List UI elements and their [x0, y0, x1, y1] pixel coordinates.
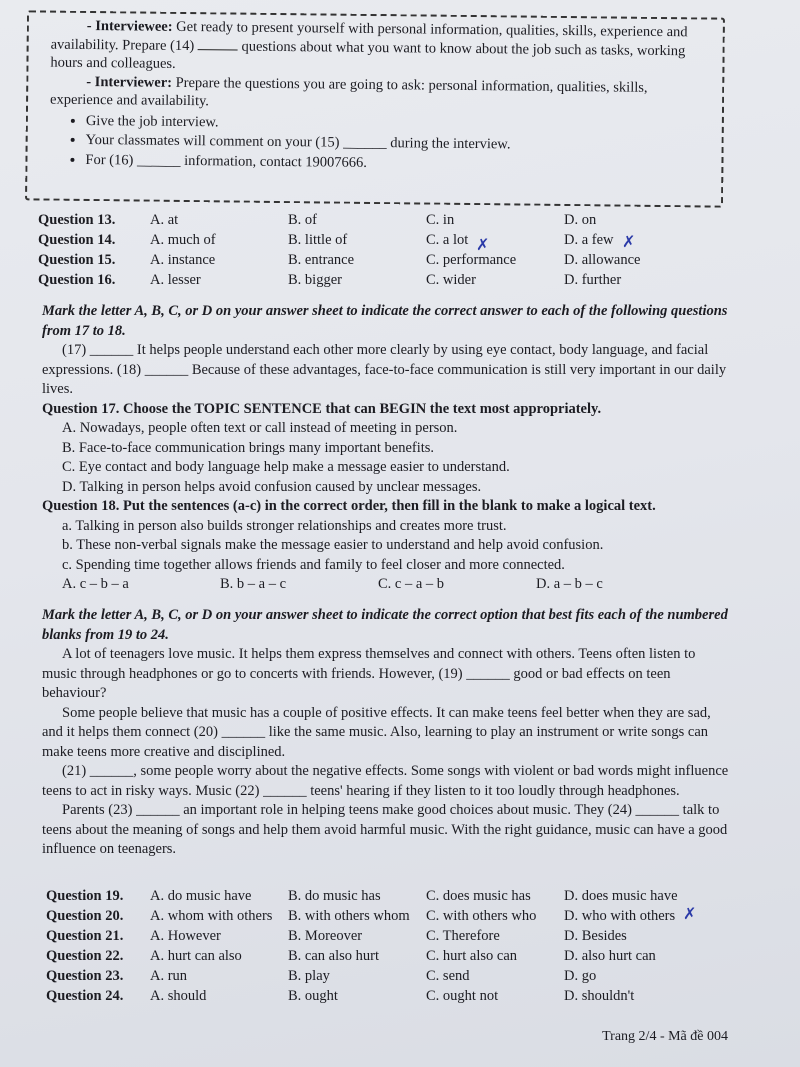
option-c: C. ought not: [426, 988, 499, 1004]
question-row: [46, 946, 736, 966]
option-b: B. with others whom: [288, 908, 410, 924]
option-b: B. b – a – c: [220, 576, 287, 592]
option-d: D. a – b – c: [536, 576, 603, 592]
sentence-c: c. Spending time together allows friends and family to feel closer and more connected.: [62, 556, 565, 573]
question-row: [46, 886, 736, 906]
question-number: Question 23.: [46, 968, 124, 984]
question-number: Question 13.: [38, 212, 116, 228]
option-a: A. c – b – a: [62, 576, 129, 592]
option-b: B. do music has: [288, 888, 381, 904]
option-c: C. with others who: [426, 908, 537, 924]
question-row: [38, 270, 728, 290]
option-b: B. little of: [288, 232, 348, 248]
option-c: C. c – a – b: [378, 576, 445, 592]
option-a: A. lesser: [150, 272, 201, 288]
option-d: D. on: [564, 212, 597, 228]
option-a: A. Nowadays, people often text or call instead of meeting in person.: [62, 420, 458, 436]
option-d: D. allowance: [564, 252, 641, 268]
option-d: D. go: [564, 968, 597, 984]
question-row: [38, 210, 728, 230]
option-a: A. should: [150, 988, 207, 1004]
interviewer-paragraph: [50, 72, 712, 116]
interviewee-label: - Interviewee:: [86, 17, 173, 35]
blank-14: [198, 37, 238, 50]
interview-bullets: [49, 111, 712, 175]
question-row: [46, 966, 736, 986]
option-c: C. does music has: [426, 888, 531, 904]
question-17-stem: Question 17. Choose the TOPIC SENTENCE that can BEGIN the text most appropriately.: [42, 400, 602, 417]
option-d: D. further: [564, 272, 622, 288]
option-b: B. Moreover: [288, 928, 363, 944]
question-18-stem: Question 18. Put the sentences (a-c) in the correct order, then fill in the blank to make a logical text.: [42, 498, 656, 514]
option-c: C. wider: [426, 272, 476, 288]
option-d: D. also hurt can: [564, 948, 656, 964]
option-c: C. Therefore: [426, 928, 500, 944]
option-b: B. entrance: [288, 252, 355, 268]
question-18-options: [42, 575, 732, 595]
question-number: Question 14.: [38, 232, 116, 248]
question-number: Question 21.: [46, 928, 124, 944]
interviewer-text: Prepare the questions you are going to ask: personal information, qualities, skills, experience and availability.: [49, 74, 648, 110]
passage-17-18: (17) ______ It helps people understand each other more clearly by using eye contact, body language, and facial expressions. (18) ______ Because of these advantages, face-to-face communication is still very important in our daily lives.: [42, 342, 727, 397]
option-a: A. However: [150, 928, 221, 944]
passage-paragraph: A lot of teenagers love music. It helps them express themselves and connect with others. Teens often listen to music through headphones or go to concerts with friends. However, (19) ______ good or bad effects on teen behaviour?: [42, 646, 696, 701]
option-c: C. send: [426, 968, 470, 984]
question-row: [46, 906, 736, 926]
question-row: [38, 250, 728, 270]
interviewee-text-2: questions about what you want to know about the job such as tasks, working hours and colleagues.: [50, 38, 686, 72]
option-c: C. a lot: [426, 232, 469, 248]
option-b: B. ought: [288, 988, 338, 1004]
option-d: D. Talking in person helps avoid confusion caused by unclear messages.: [62, 478, 482, 495]
handwritten-cross-mark: ✗: [683, 904, 697, 923]
page-footer: Trang 2/4 - Mã đề 004: [602, 1029, 728, 1044]
handwritten-cross-mark: ✗: [476, 235, 490, 254]
interviewer-label: - Interviewer:: [86, 73, 173, 91]
option-b: B. Face-to-face communication brings many important benefits.: [62, 439, 435, 456]
option-b: B. of: [288, 212, 317, 228]
option-b: B. can also hurt: [288, 948, 380, 964]
option-b: B. bigger: [288, 272, 342, 288]
option-c: C. hurt also can: [426, 948, 518, 964]
interviewee-text-1: Get ready to present yourself with personal information, qualities, skills, experience and availability. Prepare (14): [50, 18, 688, 54]
option-d: D. a few: [564, 232, 614, 248]
option-a: A. hurt can also: [150, 948, 242, 964]
question-number: Question 19.: [46, 888, 124, 904]
interview-instructions-box: [25, 10, 725, 207]
sentence-b: b. These non-verbal signals make the message easier to understand and help avoid confusion.: [62, 537, 604, 553]
interviewee-paragraph: [50, 17, 713, 79]
option-a: A. much of: [150, 232, 216, 248]
option-d: D. shouldn't: [564, 988, 635, 1004]
option-d: D. does music have: [564, 888, 678, 904]
option-d: D. who with others: [564, 908, 676, 924]
option-a: A. do music have: [150, 888, 252, 904]
option-a: A. instance: [150, 252, 216, 268]
handwritten-cross-mark: ✗: [622, 232, 636, 251]
bullet-item: • For (16) ______ information, contact 19007666.: [85, 150, 711, 175]
option-c: C. in: [426, 212, 455, 228]
passage-paragraph: Parents (23) ______ an important role in helping teens make good choices about music. They (24) ______ talk to teens about the meaning of songs and help them avoid harmful music. With the right guidance, music can have a good influence on teenagers.: [42, 802, 728, 857]
bullet-item: • Your classmates will comment on your (15) ______ during the interview.: [86, 131, 712, 156]
section-instruction: Mark the letter A, B, C, or D on your answer sheet to indicate the correct option that best fits each of the numbered blanks from 19 to 24.: [42, 607, 728, 643]
passage-paragraph: Some people believe that music has a couple of positive effects. It can make teens feel better when they are sad, and it helps them connect (20) ______ like the same music. Also, learning to play an instrument or write songs can make teens more creative and disciplined.: [42, 704, 711, 760]
question-number: Question 20.: [46, 908, 124, 924]
passage-paragraph: (21) ______, some people worry about the negative effects. Some songs with violent or bad words might influence teens to act in risky ways. Music (22) ______ teens' hearing if they listen to it too loudly through headphones.: [42, 763, 729, 799]
section-17-18: [42, 302, 732, 595]
section-instruction: Mark the letter A, B, C, or D on your answer sheet to indicate the correct answer to each of the following questions from 17 to 18.: [42, 303, 728, 339]
question-number: Question 22.: [46, 948, 124, 964]
option-d: D. Besides: [564, 928, 627, 944]
sentence-a: a. Talking in person also builds stronger relationships and creates more trust.: [62, 517, 507, 534]
bullet-item: • Give the job interview.: [86, 111, 712, 136]
question-number: Question 15.: [38, 252, 116, 268]
option-a: A. at: [150, 212, 179, 228]
option-a: A. run: [150, 968, 188, 984]
question-number: Question 16.: [38, 272, 116, 288]
section-19-24: [42, 606, 732, 860]
option-a: A. whom with others: [150, 908, 273, 924]
option-c: C. performance: [426, 252, 517, 268]
question-row: [46, 926, 736, 946]
option-b: B. play: [288, 968, 330, 984]
questions-19-24: [46, 886, 736, 1006]
option-c: C. Eye contact and body language help make a message easier to understand.: [62, 459, 510, 475]
question-number: Question 24.: [46, 988, 124, 1004]
question-row: [46, 986, 736, 1006]
